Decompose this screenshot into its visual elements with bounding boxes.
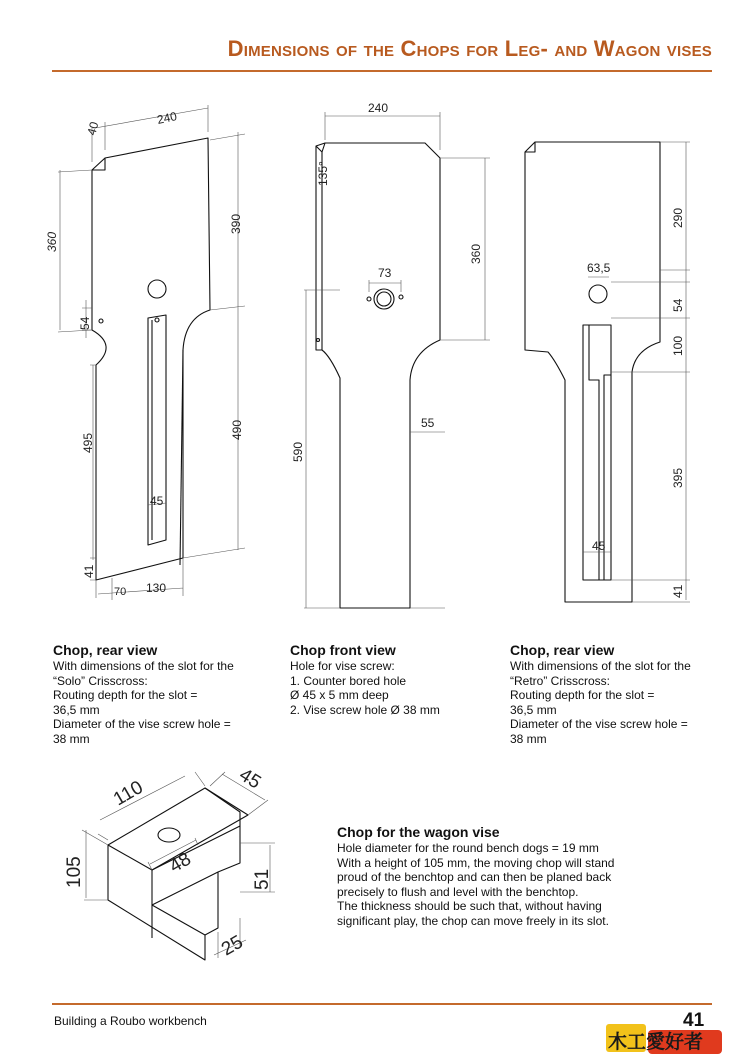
dim-solo-130: 130 [146,581,167,595]
dim-solo-70: 70 [114,586,127,598]
caption-line: “Retro” Crisscross: [510,673,611,688]
caption-front [290,642,440,717]
dim-front-240: 240 [368,101,389,115]
dim-solo-240: 240 [155,109,179,127]
dim-solo-360: 360 [45,231,59,252]
caption-line: 38 mm [510,731,547,746]
caption-line: Routing depth for the slot = [53,688,198,703]
page-title: Dimensions of the Chops for Leg- and Wagon vises [227,36,712,61]
dim-solo-490: 490 [230,419,244,440]
chop-rear-solo-outline [92,138,210,580]
caption-line: With dimensions of the slot for the [510,659,691,673]
caption-line: “Solo” Crisscross: [53,673,148,688]
caption-line: Hole for vise screw: [290,659,395,673]
dim-wagon-110: 110 [110,776,147,811]
dim-solo-41: 41 [82,564,96,578]
dim-front-55: 55 [421,416,435,430]
caption-line: precisely to flush and level with the benchtop. [337,884,579,899]
dim-retro-54: 54 [671,298,685,312]
publisher-logo [604,1016,726,1056]
caption-line: significant play, the chop can move freely in its slot. [337,913,609,928]
caption-line: Ø 45 x 5 mm deep [290,688,389,703]
caption-heading: Chop for the wagon vise [337,824,500,840]
logo-text: 木工愛好者 [608,1031,704,1053]
caption-line: 1. Counter bored hole [290,673,407,688]
dim-retro-41: 41 [671,584,685,598]
dim-retro-63-5: 63,5 [587,261,611,275]
caption-line: Diameter of the vise screw hole = [510,717,688,732]
dim-wagon-45: 45 [235,764,265,794]
dim-front-73: 73 [378,266,392,280]
dim-wagon-105: 105 [64,856,85,888]
caption-line: 36,5 mm [510,702,557,717]
footer-book-title: Building a Roubo workbench [54,1014,207,1028]
caption-line: With a height of 105 mm, the moving chop will stand [337,855,615,870]
caption-line: Hole diameter for the round bench dogs = 19 mm [337,841,599,855]
dim-retro-100: 100 [671,335,685,356]
dim-front-135: 135° [316,161,330,186]
caption-line: 36,5 mm [53,702,100,717]
dim-wagon-51: 51 [252,868,273,890]
dim-wagon-48: 48 [166,848,195,878]
caption-rear-solo [53,642,234,747]
caption-line: Diameter of the vise screw hole = [53,717,231,732]
caption-line: 2. Vise screw hole Ø 38 mm [290,702,440,717]
dim-retro-395: 395 [671,467,685,488]
dim-solo-54: 54 [78,316,92,330]
caption-wagon [337,824,614,929]
dim-front-360: 360 [469,243,483,264]
footer-divider [52,1003,712,1005]
dim-retro-45: 45 [592,539,606,553]
caption-line: 38 mm [53,731,90,746]
chop-front-outline [316,143,440,608]
dim-solo-390: 390 [229,213,243,234]
caption-line: Routing depth for the slot = [510,688,655,703]
caption-rear-retro [510,642,691,747]
caption-heading: Chop, rear view [510,642,615,658]
caption-line: proud of the benchtop and can then be planed back [337,870,612,885]
dim-solo-495: 495 [81,432,95,453]
dim-solo-45: 45 [150,494,164,508]
dim-solo-40: 40 [84,120,102,137]
page-number: 41 [683,1010,705,1031]
caption-line: The thickness should be such that, without having [337,899,602,914]
caption-heading: Chop front view [290,642,396,658]
dim-retro-290: 290 [671,207,685,228]
caption-line: With dimensions of the slot for the [53,659,234,673]
dim-front-590: 590 [291,441,305,462]
dim-wagon-25: 25 [218,931,247,961]
caption-heading: Chop, rear view [53,642,158,658]
